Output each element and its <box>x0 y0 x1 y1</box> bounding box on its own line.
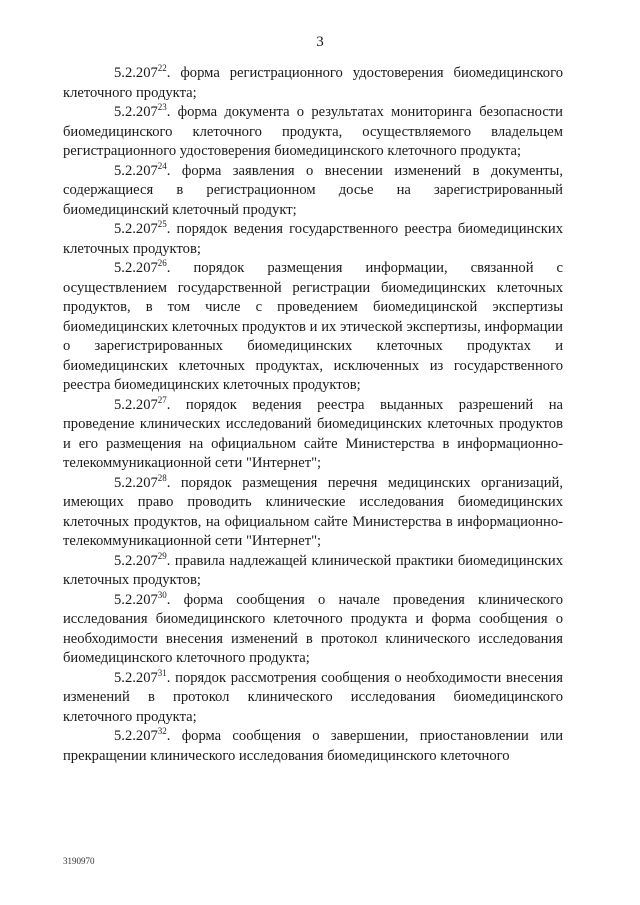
item-superscript: 31 <box>157 667 167 678</box>
item-superscript: 28 <box>157 472 167 483</box>
list-item <box>63 396 563 474</box>
item-superscript: 32 <box>157 726 167 736</box>
item-number: 5.2.207 <box>114 591 158 608</box>
item-text: . форма сообщения о завершении, приостановлении или прекращении клинического исследования биомедицинского клеточного <box>63 728 563 764</box>
item-number: 5.2.207 <box>114 221 158 237</box>
item-superscript: 23 <box>157 102 167 112</box>
item-number: 5.2.207 <box>114 669 158 686</box>
list-item <box>63 591 563 669</box>
item-text: . порядок размещения информации, связанной с осуществлением государственной регистрации биомедицинских клеточных продуктов, в том числе с проведением биомедицинской экспертизы биомедицинских клеточных продуктов и их этической экспертизы, информации о зарегистрированных биомедицинских клеточных продуктах и биомедицинских клеточных продуктах, исключенных из государственного реестра биомедицинских клеточных продуктов; <box>63 260 563 393</box>
item-text: . форма сообщения о начале проведения клинического исследования биомедицинского клеточного продукта и форма сообщения о необходимости внесения изменений в протокол клинического исследования биомедицинского клеточного продукта; <box>63 591 563 666</box>
item-text: . порядок рассмотрения сообщения о необходимости внесения изменений в протокол клинического исследования биомедицинского клеточного продукта; <box>63 669 563 725</box>
item-number: 5.2.207 <box>114 552 158 569</box>
item-superscript: 26 <box>157 258 167 268</box>
item-text: . правила надлежащей клинической практики биомедицинских клеточных продуктов; <box>63 552 563 588</box>
item-superscript: 22 <box>157 63 167 73</box>
page-number: 3 <box>316 34 324 50</box>
item-superscript: 24 <box>157 160 167 171</box>
list-item <box>63 220 563 259</box>
item-text: . порядок ведения государственного реестра биомедицинских клеточных продуктов; <box>63 221 563 257</box>
item-superscript: 25 <box>157 219 167 229</box>
item-text: . порядок размещения перечня медицинских организаций, имеющих право проводить клинические исследования биомедицинских клеточных продуктов, на официальном сайте Министерства в информационно-телекоммуникационной сети "Интернет"; <box>63 474 563 549</box>
item-text: . форма документа о результатах мониторинга безопасности биомедицинского клеточного продукта, осуществляемого владельцем регистрационного удостоверения биомедицинского клеточного продукта; <box>63 104 563 159</box>
item-number: 5.2.207 <box>114 728 158 744</box>
list-item <box>63 103 563 162</box>
item-superscript: 30 <box>157 589 167 600</box>
list-item <box>63 259 563 396</box>
item-superscript: 29 <box>157 550 167 561</box>
list-item <box>63 727 563 766</box>
item-number: 5.2.207 <box>114 104 158 120</box>
list-item <box>63 669 563 728</box>
item-number: 5.2.207 <box>114 162 158 179</box>
item-text: . порядок ведения реестра выданных разрешений на проведение клинических исследований биомедицинских клеточных продуктов и его размещения на официальном сайте Министерства в информационно-телекоммуникационной сети "Интернет"; <box>63 396 563 471</box>
list-item <box>63 64 563 103</box>
list-item <box>63 552 563 591</box>
item-superscript: 27 <box>157 394 167 405</box>
item-text: . форма заявления о внесении изменений в документы, содержащиеся в регистрационном досье на зарегистрированный биомедицинский клеточный продукт; <box>63 162 563 218</box>
item-number: 5.2.207 <box>114 260 158 276</box>
item-number: 5.2.207 <box>114 474 158 491</box>
item-text: . форма регистрационного удостоверения биомедицинского клеточного продукта; <box>63 65 563 101</box>
item-number: 5.2.207 <box>114 65 158 81</box>
document-code: 3190970 <box>63 856 95 866</box>
list-item <box>63 162 563 221</box>
item-number: 5.2.207 <box>114 396 158 413</box>
document-body <box>63 64 563 766</box>
list-item <box>63 474 563 552</box>
